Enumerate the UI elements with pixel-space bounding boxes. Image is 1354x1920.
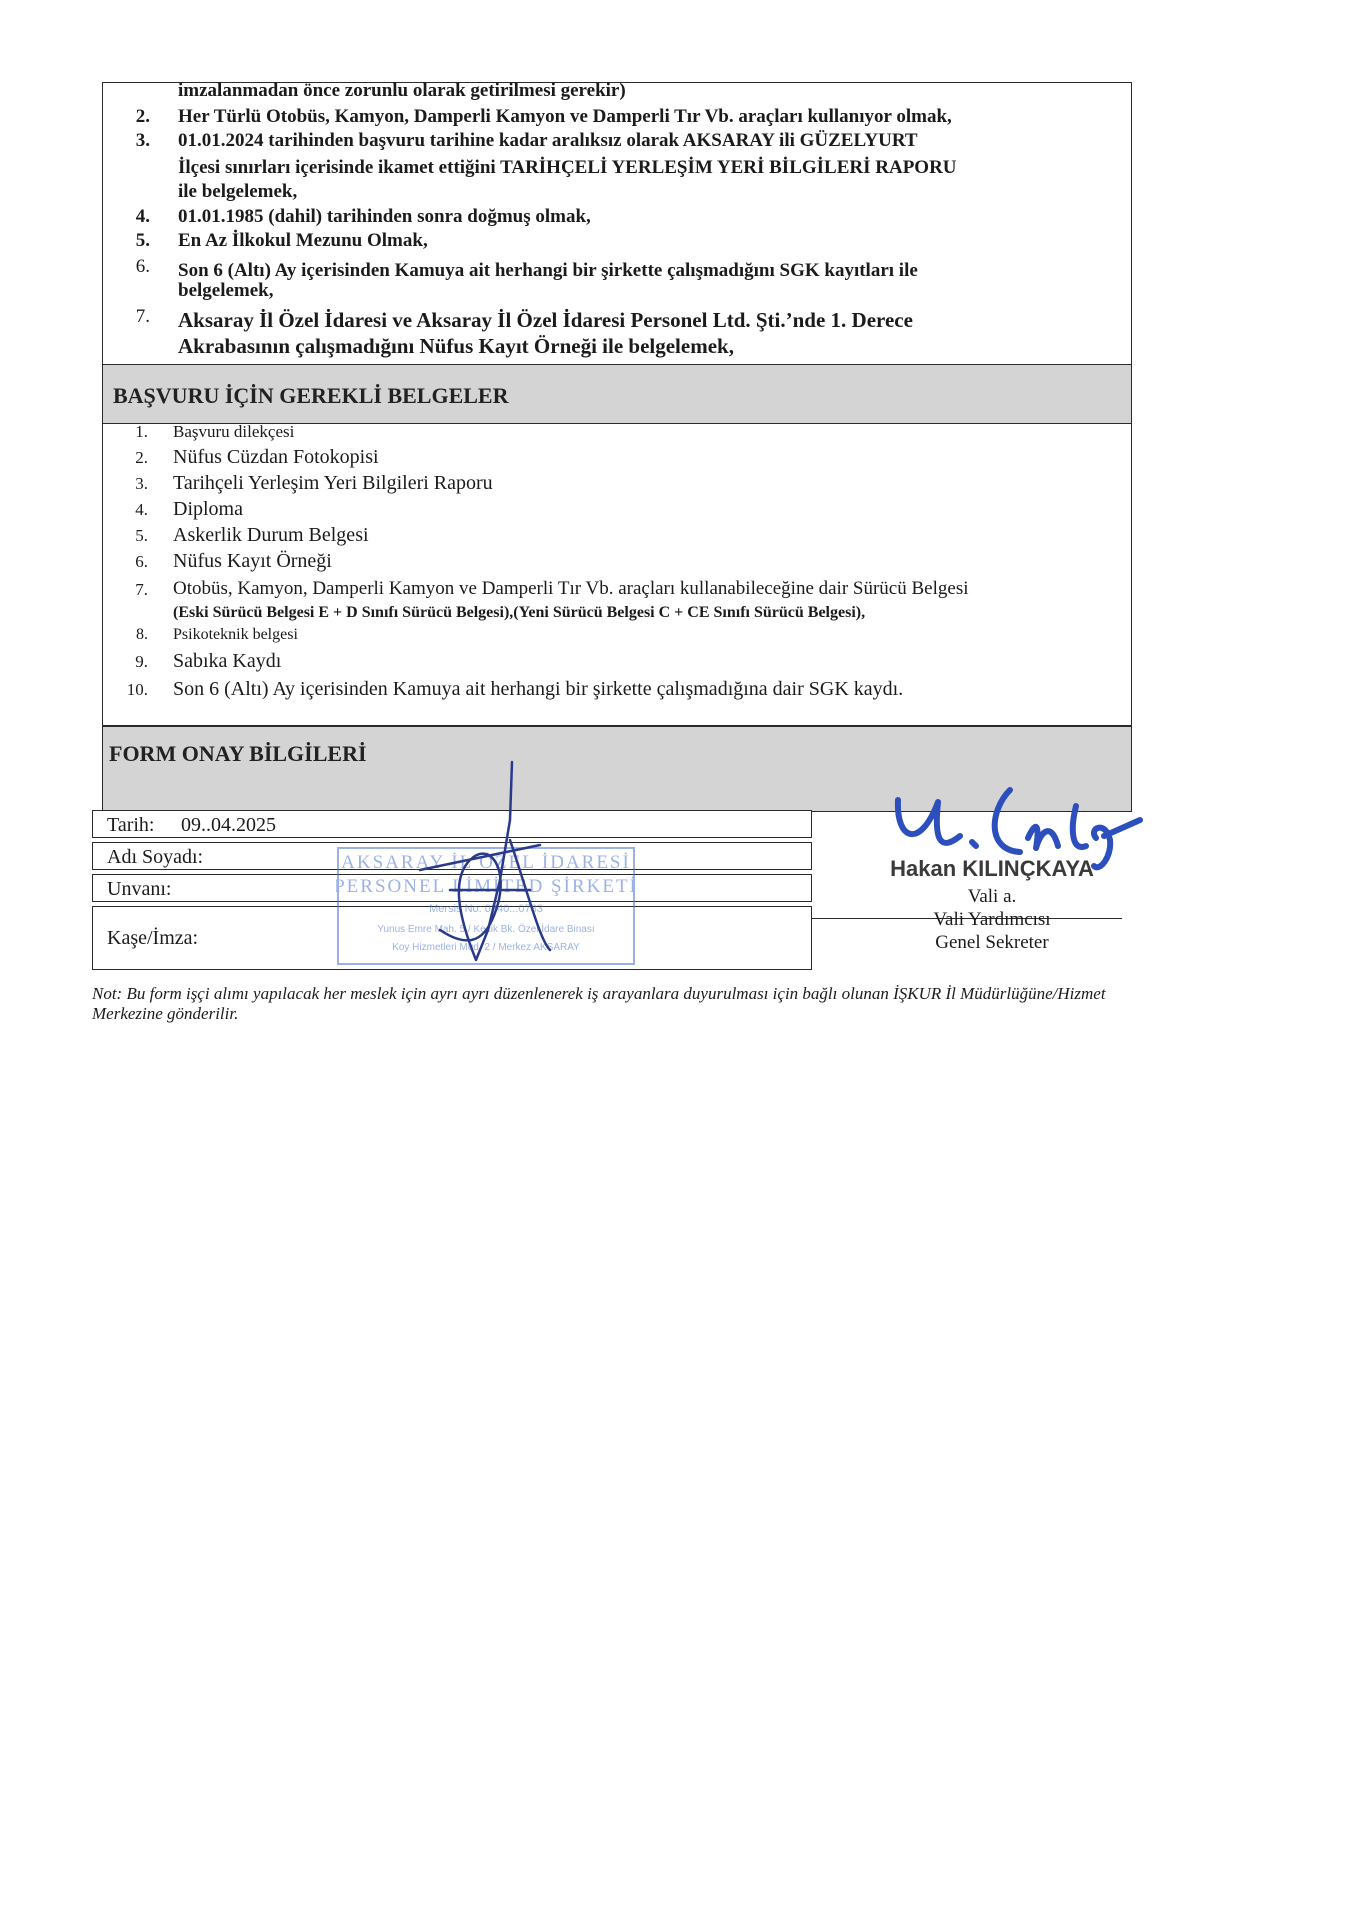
signatory-line-2: Vali Yardımcısı — [933, 909, 1051, 930]
doc-num: 10. — [126, 680, 148, 699]
doc-num: 8. — [136, 626, 148, 643]
handwritten-signature — [300, 750, 680, 980]
req-item-7-line2: Akrabasının çalışmadığını Nüfus Kayıt Örneği ile belgelemek, — [178, 334, 734, 358]
doc-item-5: Askerlik Durum Belgesi — [173, 524, 369, 546]
req-item-3-line1: 01.01.2024 tarihinden başvuru tarihine kadar aralıksız olarak AKSARAY ili GÜZELYURT — [178, 130, 918, 151]
doc-num: 4. — [135, 500, 148, 519]
doc-item-7-line1: Otobüs, Kamyon, Damperli Kamyon ve Damperli Tır Vb. araçları kullanabileceğine dair Sürücü Belgesi — [173, 578, 969, 599]
section-header-documents — [102, 364, 1132, 424]
doc-num: 9. — [135, 652, 148, 671]
doc-num: 3. — [135, 474, 148, 493]
stamp-line-3: Mersis No: 0340...0733 — [429, 903, 543, 915]
doc-num: 1. — [135, 422, 148, 441]
req-num: 4. — [135, 206, 150, 227]
section-title-documents: BAŞVURU İÇİN GEREKLİ BELGELER — [113, 383, 509, 408]
signatory-name: Hakan KILINÇKAYA — [890, 856, 1094, 881]
section-title-form-approval: FORM ONAY BİLGİLERİ — [109, 741, 367, 766]
doc-item-7-line2: (Eski Sürücü Belgesi E + D Sınıfı Sürücü Belgesi),(Yeni Sürücü Belgesi C + CE Sınıfı Sürücü Belgesi), — [173, 604, 866, 621]
signatory-block — [862, 856, 1122, 954]
stamp-line-4: Yunus Emre Mah. 5 / Kecik Bk. Özel İdare Binası — [377, 924, 595, 935]
req-num: 3. — [135, 130, 150, 151]
doc-num: 5. — [135, 526, 148, 545]
stamp-line-2: PERSONEL LİMİTED ŞİRKETİ — [336, 876, 636, 897]
name-label: Adı Soyadı: — [107, 846, 204, 868]
req-item-3-line3: ile belgelemek, — [178, 181, 298, 202]
doc-item-1: Başvuru dilekçesi — [173, 422, 295, 441]
req-num: 5. — [135, 230, 150, 251]
req-item-3-line2: İlçesi sınırları içerisinde ikamet ettiğini TARİHÇELİ YERLEŞİM YERİ BİLGİLERİ RAPORU — [178, 157, 957, 178]
date-label: Tarih: — [107, 814, 155, 836]
title-label: Unvanı: — [107, 878, 172, 900]
req-num: 2. — [135, 106, 150, 127]
signatory-line-3: Genel Sekreter — [935, 932, 1049, 953]
req-num: 7. — [135, 306, 150, 327]
doc-item-3: Tarihçeli Yerleşim Yeri Bilgileri Raporu — [173, 472, 493, 494]
req-num: 6. — [135, 256, 150, 277]
doc-item-6: Nüfus Kayıt Örneği — [173, 550, 332, 572]
requirements-lead-in: imzalanmadan önce zorunlu olarak getirilmesi gerekir) — [178, 80, 626, 101]
req-item-5: En Az İlkokul Mezunu Olmak, — [178, 230, 428, 251]
doc-item-8: Psikoteknik belgesi — [173, 626, 298, 643]
stamp-line-1: AKSARAY İL ÖZEL İDARESİ — [341, 852, 631, 873]
signatory-line-1: Vali a. — [967, 886, 1017, 907]
doc-num: 2. — [135, 448, 148, 467]
doc-item-10: Son 6 (Altı) Ay içerisinden Kamuya ait herhangi bir şirkette çalışmadığına dair SGK kaydı. — [173, 678, 904, 700]
doc-num: 7. — [135, 580, 148, 599]
footer-note: Not: Bu form işçi alımı yapılacak her meslek için ayrı ayrı düzenlenerek iş arayanlara duyurulması için bağlı olunan İŞKUR İl Müdürlüğüne/Hizmet Merkezine gönderilir. — [92, 984, 1106, 1023]
date-value: 09..04.2025 — [181, 814, 276, 836]
stamp-line-5: Koy Hizmetleri Mud. 2 / Merkez AKSARAY — [392, 942, 580, 953]
doc-item-4: Diploma — [173, 498, 243, 520]
req-item-6-line1: Son 6 (Altı) Ay içerisinden Kamuya ait herhangi bir şirkette çalışmadığını SGK kayıtları ile — [178, 260, 918, 281]
stamp-signature-label: Kaşe/İmza: — [107, 927, 199, 949]
doc-item-9: Sabıka Kaydı — [173, 650, 282, 672]
req-item-2: Her Türlü Otobüs, Kamyon, Damperli Kamyon ve Damperli Tır Vb. araçları kullanıyor olmak, — [178, 106, 952, 127]
doc-item-2: Nüfus Cüzdan Fotokopisi — [173, 446, 379, 468]
doc-num: 6. — [135, 552, 148, 571]
req-item-6-line2: belgelemek, — [178, 280, 274, 301]
req-item-4: 01.01.1985 (dahil) tarihinden sonra doğmuş olmak, — [178, 206, 591, 227]
req-item-7-line1: Aksaray İl Özel İdaresi ve Aksaray İl Özel İdaresi Personel Ltd. Şti.’nde 1. Derece — [178, 308, 913, 332]
